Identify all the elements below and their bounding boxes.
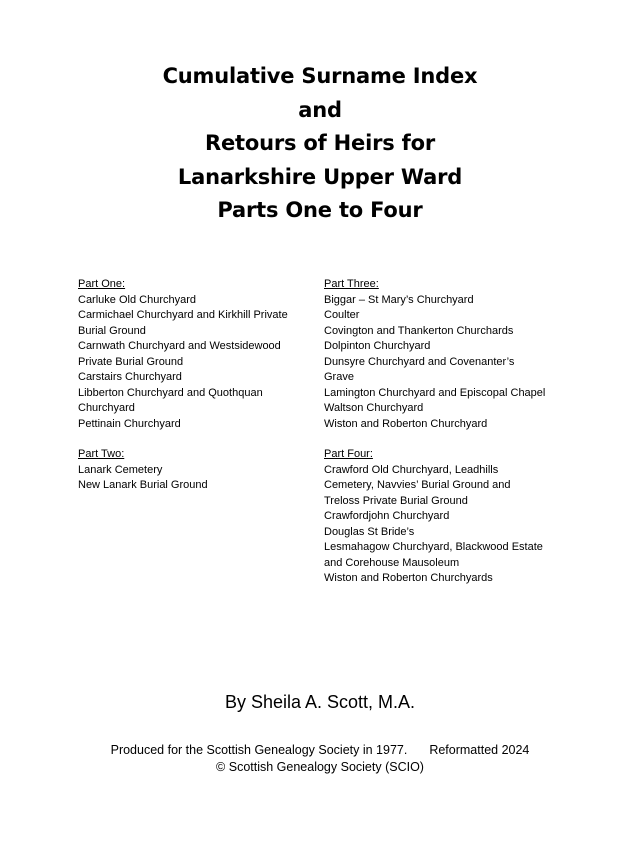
part-four-item: Crawford Old Churchyard, Leadhills bbox=[324, 463, 499, 476]
part-four-item: Wiston and Roberton Churchyards bbox=[324, 572, 493, 584]
document-title bbox=[0, 60, 640, 228]
part-one-item: Carmichael Churchyard and Kirkhill Private bbox=[78, 309, 288, 321]
footer bbox=[0, 742, 640, 776]
author-line: By Sheila A. Scott, M.A. bbox=[224, 692, 416, 712]
contents-column-left bbox=[78, 277, 318, 509]
part-one-item: Carnwath Churchyard and Westsidewood bbox=[78, 340, 281, 352]
part-one-section bbox=[78, 277, 318, 432]
part-four-item: Crawfordjohn Churchyard bbox=[324, 510, 450, 522]
part-one-item: Private Burial Ground bbox=[78, 355, 184, 368]
part-four-item: Treloss Private Burial Ground bbox=[324, 494, 468, 507]
title-line-1: Cumulative Surname Index bbox=[162, 64, 478, 88]
part-four-item: Douglas St Bride’s bbox=[324, 525, 415, 538]
part-three-item: Grave bbox=[324, 371, 354, 383]
part-three-heading: Part Three: bbox=[324, 278, 379, 290]
produced-note: Produced for the Scottish Genealogy Society in 1977. bbox=[110, 743, 408, 757]
reformatted-note: Reformatted 2024 bbox=[429, 743, 530, 757]
part-two-section bbox=[78, 447, 318, 494]
part-four-item: Lesmahagow Churchyard, Blackwood Estate bbox=[324, 541, 543, 553]
part-three-item: Waltson Churchyard bbox=[324, 402, 424, 414]
contents-column-right bbox=[324, 277, 564, 602]
part-three-item: Dolpinton Churchyard bbox=[324, 340, 431, 352]
part-one-item: Carstairs Churchyard bbox=[78, 371, 182, 383]
part-two-item: Lanark Cemetery bbox=[78, 463, 163, 476]
part-three-item: Biggar – St Mary’s Churchyard bbox=[324, 293, 474, 306]
part-one-item: Churchyard bbox=[78, 402, 135, 414]
part-three-section bbox=[324, 277, 564, 432]
part-three-item: Covington and Thankerton Churchards bbox=[324, 324, 514, 337]
part-three-item: Dunsyre Churchyard and Covenanter’s bbox=[324, 355, 515, 368]
part-two-item: New Lanark Burial Ground bbox=[78, 479, 208, 491]
part-three-item: Lamington Churchyard and Episcopal Chapel bbox=[324, 386, 546, 399]
title-line-4: Lanarkshire Upper Ward bbox=[177, 164, 463, 189]
part-four-section bbox=[324, 447, 564, 587]
part-three-item: Coulter bbox=[324, 309, 360, 321]
part-four-item: and Corehouse Mausoleum bbox=[324, 556, 460, 569]
part-two-heading: Part Two: bbox=[78, 448, 125, 460]
part-three-item: Wiston and Roberton Churchyard bbox=[324, 417, 488, 430]
title-line-2: and bbox=[298, 97, 342, 122]
copyright-note: © Scottish Genealogy Society (SCIO) bbox=[216, 760, 424, 774]
title-line-3: Retours of Heirs for bbox=[205, 131, 435, 155]
part-four-item: Cemetery, Navvies’ Burial Ground and bbox=[324, 479, 511, 491]
footer-production-line bbox=[0, 742, 640, 759]
title-line-5: Parts One to Four bbox=[217, 198, 423, 222]
part-four-heading: Part Four: bbox=[324, 448, 373, 460]
part-one-item: Burial Ground bbox=[78, 324, 146, 337]
part-one-heading: Part One: bbox=[78, 278, 126, 290]
part-one-item: Libberton Churchyard and Quothquan bbox=[78, 386, 263, 399]
part-one-item: Pettinain Churchyard bbox=[78, 417, 181, 430]
part-one-item: Carluke Old Churchyard bbox=[78, 293, 196, 306]
